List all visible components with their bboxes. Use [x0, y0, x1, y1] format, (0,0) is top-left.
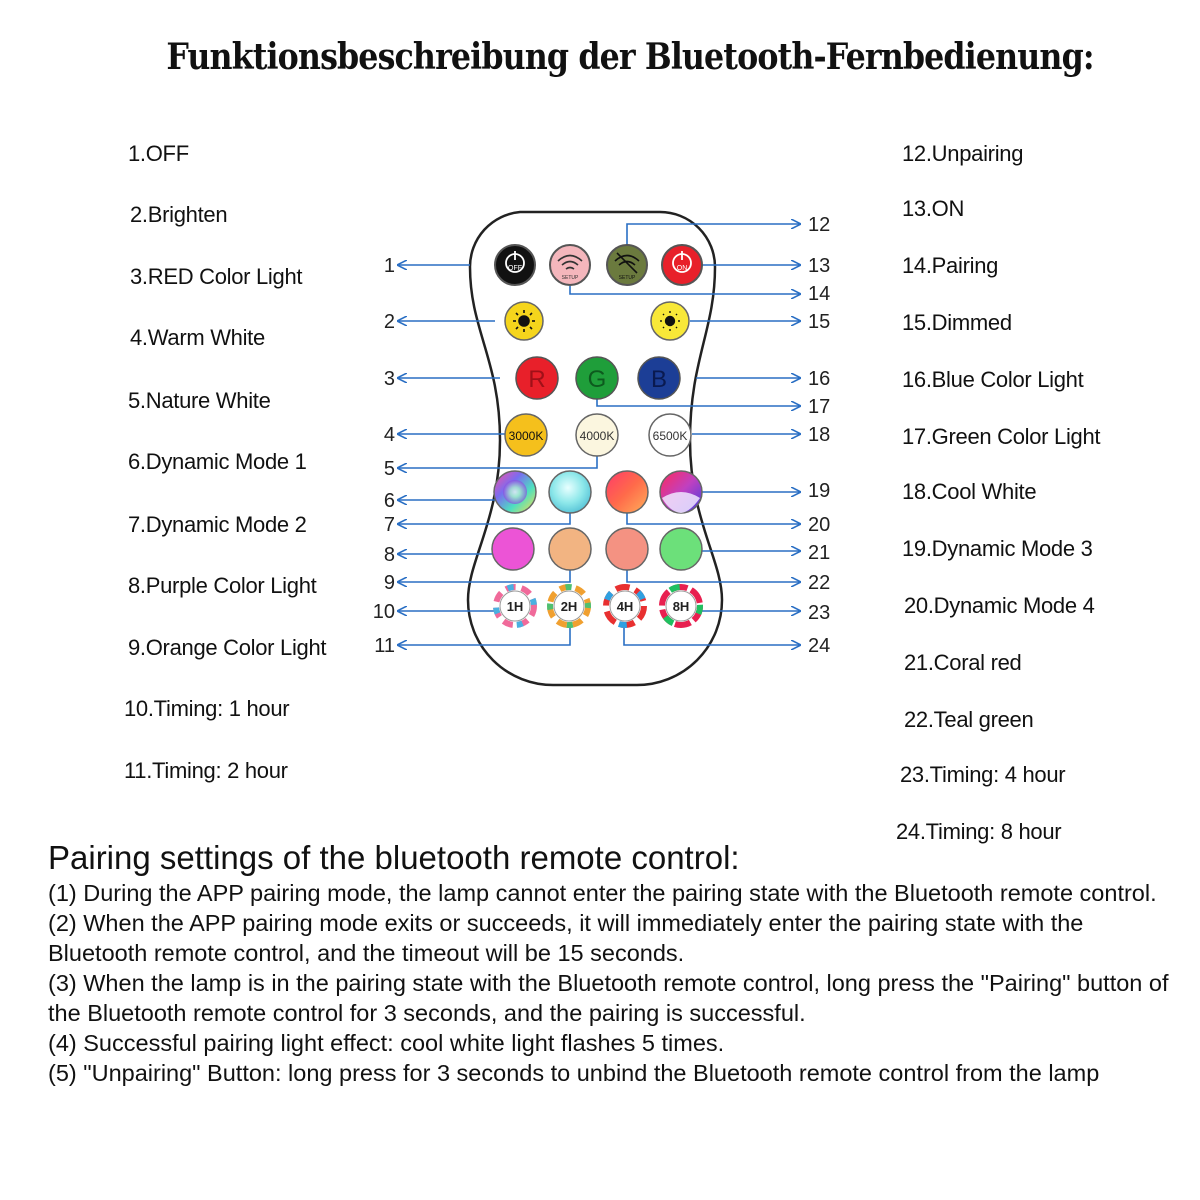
blue-button-label: B [650, 366, 668, 393]
label-timing-1: 10.Timing: 1 hour [124, 696, 290, 721]
pairing-item-3: (3) When the lamp is in the pairing state with the Bluetooth remote control, long press the "Pairing" button of the Bluetooth remote control for 3 seconds, and the pairing is successful. [48, 970, 1169, 1026]
pairing-item-2: (2) When the APP pairing mode exits or succeeds, it will immediately enter the pairing state with the Bluetooth remote control, and the timeout will be 15 seconds. [48, 910, 1084, 966]
callout-7: 7 [383, 514, 395, 536]
coral-red-button[interactable] [606, 528, 648, 570]
callout-5: 5 [383, 458, 395, 480]
off-button[interactable] [495, 245, 535, 285]
callout-22: 22 [808, 572, 831, 594]
pairing-button[interactable] [550, 245, 590, 285]
dimmed-button[interactable] [651, 302, 689, 340]
green-button[interactable] [576, 357, 618, 399]
red-button-label: R [528, 366, 546, 393]
dynamic-mode-4-button[interactable] [660, 471, 702, 513]
callout-2: 2 [383, 311, 395, 333]
callout-6: 6 [383, 490, 395, 512]
label-purple: 8.Purple Color Light [128, 573, 317, 598]
label-nature-white: 5.Nature White [128, 388, 271, 413]
dynamic-mode-1-button[interactable] [494, 471, 536, 513]
label-green: 17.Green Color Light [902, 424, 1101, 449]
label-red: 3.RED Color Light [130, 264, 303, 289]
unpairing-setup-label: SETUP [618, 275, 636, 281]
timer-1h-label: 1H [506, 599, 524, 614]
on-button-label: ON [676, 265, 688, 272]
blue-button[interactable] [638, 357, 680, 399]
on-button[interactable] [662, 245, 702, 285]
page-title: Funktionsbeschreibung der Bluetooth-Fernbedienung: [166, 36, 1094, 78]
label-orange: 9.Orange Color Light [128, 635, 327, 660]
pairing-item-4: (4) Successful pairing light effect: cool white light flashes 5 times. [48, 1030, 725, 1056]
callout-16: 16 [808, 368, 831, 390]
timer-4h-label: 4H [616, 599, 634, 614]
dynamic-mode-3-button[interactable] [606, 471, 648, 513]
orange-button[interactable] [549, 528, 591, 570]
purple-button[interactable] [492, 528, 534, 570]
callout-15: 15 [808, 311, 831, 333]
callout-21: 21 [808, 542, 831, 564]
label-teal-green: 22.Teal green [904, 707, 1034, 732]
brighten-button[interactable] [505, 302, 543, 340]
callout-4: 4 [383, 424, 395, 446]
label-off: 1.OFF [128, 141, 189, 166]
callout-9: 9 [383, 572, 395, 594]
label-coral-red: 21.Coral red [904, 650, 1022, 675]
label-timing-8: 24.Timing: 8 hour [896, 819, 1062, 844]
pairing-item-5: (5) "Unpairing" Button: long press for 3 seconds to unbind the Bluetooth remote control from the lamp [48, 1060, 1100, 1086]
callout-13: 13 [808, 255, 831, 277]
callout-1: 1 [383, 255, 395, 277]
callout-8: 8 [383, 544, 395, 566]
label-dimmed: 15.Dimmed [902, 310, 1012, 335]
nature-white-button[interactable] [576, 414, 618, 456]
teal-green-button[interactable] [660, 528, 702, 570]
label-dynamic-4: 20.Dynamic Mode 4 [904, 593, 1095, 618]
pairing-heading: Pairing settings of the bluetooth remote control: [48, 839, 740, 876]
off-button-label: OFF [508, 265, 522, 272]
pairing-settings [48, 838, 1178, 1088]
callout-24: 24 [808, 635, 831, 657]
callout-20: 20 [808, 514, 831, 536]
dynamic-mode-2-button[interactable] [549, 471, 591, 513]
nature-white-label: 4000K [579, 429, 615, 443]
label-blue: 16.Blue Color Light [902, 367, 1084, 392]
callout-3: 3 [383, 368, 395, 390]
label-dynamic-1: 6.Dynamic Mode 1 [128, 449, 307, 474]
label-on: 13.ON [902, 196, 965, 221]
label-timing-2: 11.Timing: 2 hour [124, 758, 288, 783]
callout-12: 12 [808, 214, 831, 236]
label-warm-white: 4.Warm White [130, 325, 265, 350]
callout-23: 23 [808, 602, 831, 624]
callout-10: 10 [372, 601, 395, 623]
callout-19: 19 [808, 480, 831, 502]
label-dynamic-2: 7.Dynamic Mode 2 [128, 512, 307, 537]
warm-white-label: 3000K [508, 429, 544, 443]
label-brighten: 2.Brighten [130, 202, 228, 227]
timer-8h-button[interactable] [662, 587, 700, 625]
timer-2h-label: 2H [560, 599, 578, 614]
pairing-item-1: (1) During the APP pairing mode, the lamp cannot enter the pairing state with the Bluetooth remote control. [48, 880, 1157, 906]
callout-17: 17 [808, 396, 831, 418]
cool-white-button[interactable] [649, 414, 691, 456]
callout-11: 11 [374, 635, 395, 657]
callout-14: 14 [808, 283, 831, 305]
warm-white-button[interactable] [505, 414, 547, 456]
label-dynamic-3: 19.Dynamic Mode 3 [902, 536, 1093, 561]
unpairing-button[interactable] [607, 245, 647, 285]
label-unpairing: 12.Unpairing [902, 141, 1024, 166]
label-timing-4: 23.Timing: 4 hour [900, 762, 1066, 787]
callout-18: 18 [808, 424, 831, 446]
green-button-label: G [587, 366, 607, 393]
timer-8h-label: 8H [672, 599, 690, 614]
pairing-setup-label: SETUP [561, 275, 579, 281]
red-button[interactable] [516, 357, 558, 399]
cool-white-label: 6500K [652, 429, 688, 443]
label-pairing: 14.Pairing [902, 253, 999, 278]
label-cool-white: 18.Cool White [902, 479, 1037, 504]
